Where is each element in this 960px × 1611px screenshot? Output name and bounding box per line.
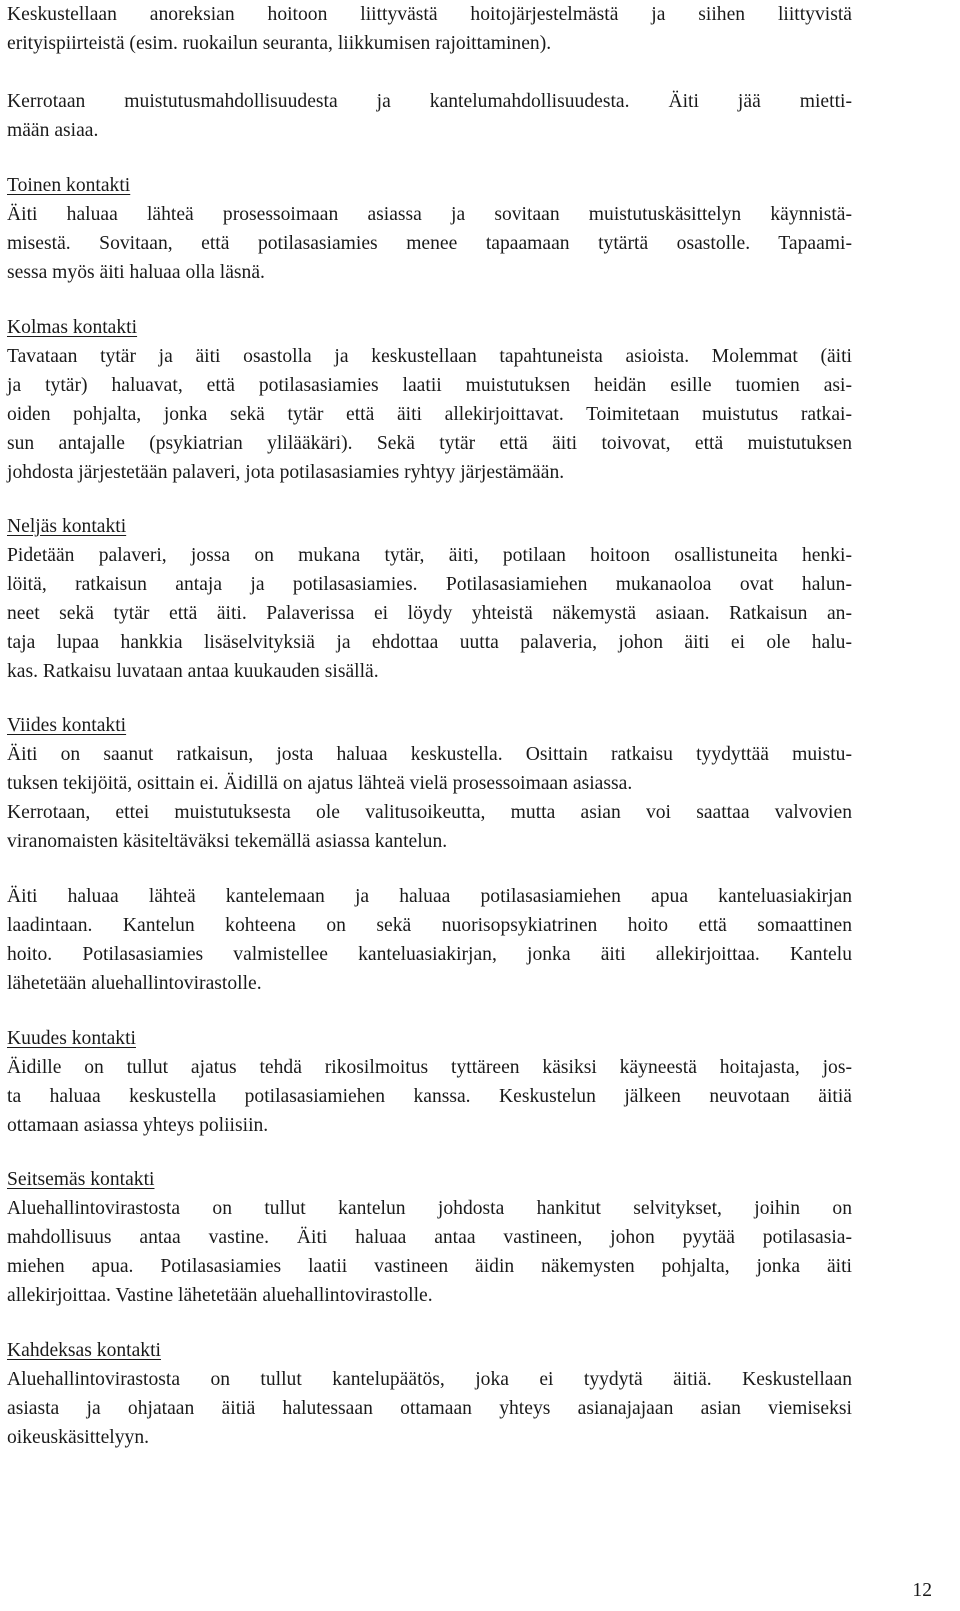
paragraph-line: ja tytär) haluavat, että potilasasiamies laatii muistutuksen heidän esille tuomien asi- bbox=[7, 375, 852, 396]
paragraph-line: mahdollisuus antaa vastine. Äiti haluaa antaa vastineen, johon pyytää potilasasia- bbox=[7, 1227, 852, 1248]
paragraph-line: misestä. Sovitaan, että potilasasiamies menee tapaamaan tytärtä osastolle. Tapaami- bbox=[7, 233, 852, 254]
paragraph-line: Pidetään palaveri, jossa on mukana tytär, äiti, potilaan hoitoon osallistuneita henki- bbox=[7, 545, 852, 566]
intro-line: Kerrotaan muistutusmahdollisuudesta ja kantelumahdollisuudesta. Äiti jää mietti- bbox=[7, 91, 852, 112]
intro-line: erityispiirteistä (esim. ruokailun seuranta, liikkumisen rajoittaminen). bbox=[7, 33, 552, 54]
paragraph-line: oikeuskäsittelyyn. bbox=[7, 1427, 150, 1448]
section-heading-neljas: Neljäs kontakti bbox=[7, 516, 127, 537]
paragraph-line: Aluehallintovirastosta on tullut kantelupäätös, joka ei tyydytä äitiä. Keskustellaan bbox=[7, 1369, 852, 1390]
paragraph-line: löitä, ratkaisun antaja ja potilasasiamies. Potilasasiamiehen mukanaoloa ovat halun- bbox=[7, 574, 852, 595]
section-heading-kuudes: Kuudes kontakti bbox=[7, 1028, 136, 1049]
section-heading-kolmas: Kolmas kontakti bbox=[7, 317, 138, 338]
paragraph-line: Tavataan tytär ja äiti osastolla ja keskustellaan tapahtuneista asioista. Molemmat (äiti bbox=[7, 346, 852, 367]
paragraph-line: asiasta ja ohjataan äitiä halutessaan ottamaan yhteys asianajajaan asian viemiseksi bbox=[7, 1398, 852, 1419]
paragraph-line: ta haluaa keskustella potilasasiamiehen kanssa. Keskustelun jälkeen neuvotaan äitiä bbox=[7, 1086, 852, 1107]
section-heading-seitsemas: Seitsemäs kontakti bbox=[7, 1169, 155, 1190]
paragraph-line: kas. Ratkaisu luvataan antaa kuukauden sisällä. bbox=[7, 661, 379, 682]
paragraph-line: Äiti on saanut ratkaisun, josta haluaa keskustella. Osittain ratkaisu tyydyttää muistu- bbox=[7, 744, 852, 765]
paragraph-line: sessa myös äiti haluaa olla läsnä. bbox=[7, 262, 265, 283]
paragraph-line: Äidille on tullut ajatus tehdä rikosilmoitus tyttäreen käsiksi käyneestä hoitajasta, jos- bbox=[7, 1057, 852, 1078]
paragraph-line: laadintaan. Kantelun kohteena on sekä nuorisopsykiatrinen hoito että somaattinen bbox=[7, 915, 852, 936]
paragraph-line: miehen apua. Potilasasiamies laatii vastineen äidin näkemysten pohjalta, jonka äiti bbox=[7, 1256, 852, 1277]
paragraph-line: taja lupaa hankkia lisäselvityksiä ja ehdottaa uutta palaveria, johon äiti ei ole halu- bbox=[7, 632, 852, 653]
page-number: 12 bbox=[912, 1580, 932, 1601]
paragraph-line: Kerrotaan, ettei muistutuksesta ole valitusoikeutta, mutta asian voi saattaa valvovien bbox=[7, 802, 852, 823]
paragraph-line: Äiti haluaa lähteä kantelemaan ja haluaa potilasasiamiehen apua kanteluasiakirjan bbox=[7, 886, 852, 907]
intro-line: mään asiaa. bbox=[7, 120, 99, 141]
paragraph-line: viranomaisten käsiteltäväksi tekemällä asiassa kantelun. bbox=[7, 831, 448, 852]
paragraph-line: allekirjoittaa. Vastine lähetetään aluehallintovirastolle. bbox=[7, 1285, 433, 1306]
paragraph-line: oiden pohjalta, jonka sekä tytär että äiti allekirjoittavat. Toimitetaan muistutus ratkai- bbox=[7, 404, 852, 425]
paragraph-line: lähetetään aluehallintovirastolle. bbox=[7, 973, 262, 994]
paragraph-line: tuksen tekijöitä, osittain ei. Äidillä on ajatus lähteä vielä prosessoimaan asiassa. bbox=[7, 773, 633, 794]
paragraph-line: johdosta järjestetään palaveri, jota potilasasiamies ryhtyy järjestämään. bbox=[7, 462, 565, 483]
paragraph-line: hoito. Potilasasiamies valmistellee kanteluasiakirjan, jonka äiti allekirjoittaa. Kantelu bbox=[7, 944, 852, 965]
section-heading-kahdeksas: Kahdeksas kontakti bbox=[7, 1340, 161, 1361]
paragraph-line: Äiti haluaa lähteä prosessoimaan asiassa ja sovitaan muistutuskäsittelyn käynnistä- bbox=[7, 204, 852, 225]
intro-line: Keskustellaan anoreksian hoitoon liittyvästä hoitojärjestelmästä ja siihen liittyvistä bbox=[7, 4, 852, 25]
section-heading-viides: Viides kontakti bbox=[7, 715, 127, 736]
section-heading-toinen: Toinen kontakti bbox=[7, 175, 131, 196]
paragraph-line: Aluehallintovirastosta on tullut kantelun johdosta hankitut selvitykset, joihin on bbox=[7, 1198, 852, 1219]
paragraph-line: ottamaan asiassa yhteys poliisiin. bbox=[7, 1115, 269, 1136]
paragraph-line: sun antajalle (psykiatrian ylilääkäri). Sekä tytär että äiti toivovat, että muistutuksen bbox=[7, 433, 852, 454]
paragraph-line: neet sekä tytär että äiti. Palaverissa ei löydy yhteistä näkemystä asiaan. Ratkaisun an- bbox=[7, 603, 852, 624]
